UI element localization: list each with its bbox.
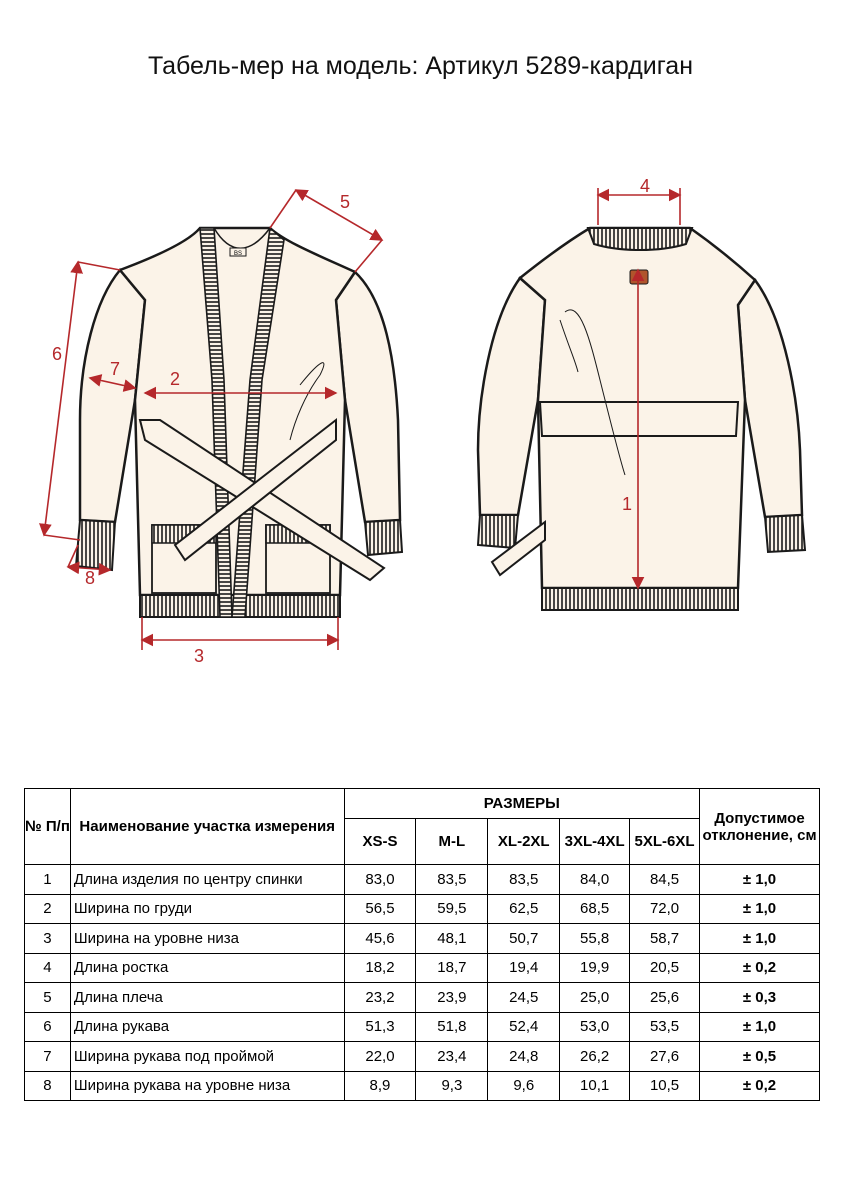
row-tolerance: ± 1,0 <box>700 924 820 954</box>
row-value: 24,5 <box>488 983 560 1013</box>
row-value: 10,5 <box>630 1071 700 1101</box>
row-value: 83,5 <box>416 865 488 895</box>
row-value: 84,0 <box>560 865 630 895</box>
row-value: 19,4 <box>488 953 560 983</box>
row-num: 1 <box>25 865 71 895</box>
row-value: 51,3 <box>344 1012 416 1042</box>
row-num: 5 <box>25 983 71 1013</box>
row-value: 23,9 <box>416 983 488 1013</box>
front-right-cuff <box>365 520 402 555</box>
row-tolerance: ± 0,5 <box>700 1042 820 1072</box>
header-name: Наименование участка измерения <box>70 789 344 865</box>
row-name: Длина плеча <box>70 983 344 1013</box>
row-num: 6 <box>25 1012 71 1042</box>
back-left-sleeve <box>478 278 545 515</box>
row-value: 56,5 <box>344 894 416 924</box>
row-value: 23,4 <box>416 1042 488 1072</box>
row-value: 25,6 <box>630 983 700 1013</box>
measure-label-5: 5 <box>340 192 351 212</box>
row-value: 45,6 <box>344 924 416 954</box>
front-left-cuff <box>76 520 115 570</box>
page-title: Табель-мер на модель: Артикул 5289-кардиган <box>147 52 694 80</box>
row-value: 25,0 <box>560 983 630 1013</box>
row-name: Ширина рукава под проймой <box>70 1042 344 1072</box>
row-value: 27,6 <box>630 1042 700 1072</box>
row-tolerance: ± 0,2 <box>700 1071 820 1101</box>
table-row <box>25 983 820 1013</box>
row-value: 48,1 <box>416 924 488 954</box>
row-value: 68,5 <box>560 894 630 924</box>
size-table <box>24 788 820 1101</box>
row-num: 2 <box>25 894 71 924</box>
back-collar <box>588 228 692 250</box>
row-value: 19,9 <box>560 953 630 983</box>
header-size: M-L <box>416 819 488 865</box>
measure-label-3: 3 <box>194 646 205 666</box>
row-name: Ширина рукава на уровне низа <box>70 1071 344 1101</box>
measure-label-1: 1 <box>622 494 633 514</box>
row-num: 3 <box>25 924 71 954</box>
row-value: 53,5 <box>630 1012 700 1042</box>
row-value: 58,7 <box>630 924 700 954</box>
row-value: 10,1 <box>560 1071 630 1101</box>
row-value: 62,5 <box>488 894 560 924</box>
row-value: 20,5 <box>630 953 700 983</box>
row-value: 53,0 <box>560 1012 630 1042</box>
header-num: № П/п <box>25 789 71 865</box>
row-value: 8,9 <box>344 1071 416 1101</box>
header-tolerance: Допустимое отклонение, см <box>700 789 820 865</box>
row-tolerance: ± 1,0 <box>700 894 820 924</box>
header-size: 3XL-4XL <box>560 819 630 865</box>
row-tolerance: ± 1,0 <box>700 1012 820 1042</box>
row-num: 4 <box>25 953 71 983</box>
header-size: XS-S <box>344 819 416 865</box>
row-value: 9,3 <box>416 1071 488 1101</box>
row-value: 55,8 <box>560 924 630 954</box>
row-value: 24,8 <box>488 1042 560 1072</box>
row-num: 8 <box>25 1071 71 1101</box>
header-size: 5XL-6XL <box>630 819 700 865</box>
back-view <box>478 228 805 610</box>
table-row <box>25 1012 820 1042</box>
row-value: 26,2 <box>560 1042 630 1072</box>
row-tolerance: ± 0,2 <box>700 953 820 983</box>
row-value: 59,5 <box>416 894 488 924</box>
back-belt <box>540 402 738 436</box>
row-value: 72,0 <box>630 894 700 924</box>
table-row <box>25 1071 820 1101</box>
row-value: 51,8 <box>416 1012 488 1042</box>
back-hem <box>542 588 738 610</box>
row-value: 84,5 <box>630 865 700 895</box>
table-row <box>25 924 820 954</box>
back-label-tag <box>630 270 648 284</box>
header-sizes: РАЗМЕРЫ <box>344 789 699 819</box>
row-value: 83,5 <box>488 865 560 895</box>
front-view <box>76 228 402 617</box>
table-row <box>25 894 820 924</box>
row-name: Длина рукава <box>70 1012 344 1042</box>
back-right-sleeve <box>738 280 802 517</box>
row-value: 18,7 <box>416 953 488 983</box>
table-row <box>25 953 820 983</box>
row-value: 23,2 <box>344 983 416 1013</box>
row-value: 9,6 <box>488 1071 560 1101</box>
row-value: 18,2 <box>344 953 416 983</box>
table-row <box>25 1042 820 1072</box>
row-name: Ширина по груди <box>70 894 344 924</box>
measure-label-4: 4 <box>640 176 651 196</box>
row-name: Длина ростка <box>70 953 344 983</box>
row-name: Ширина на уровне низа <box>70 924 344 954</box>
header-size: XL-2XL <box>488 819 560 865</box>
table-row <box>25 865 820 895</box>
measure-label-8: 8 <box>85 568 96 588</box>
measure-label-7: 7 <box>110 359 121 379</box>
row-name: Длина изделия по центру спинки <box>70 865 344 895</box>
row-num: 7 <box>25 1042 71 1072</box>
row-value: 50,7 <box>488 924 560 954</box>
measure-label-2: 2 <box>170 369 181 389</box>
back-right-cuff <box>765 515 805 552</box>
row-value: 83,0 <box>344 865 416 895</box>
row-tolerance: ± 1,0 <box>700 865 820 895</box>
measure-label-6: 6 <box>52 344 63 364</box>
row-value: 22,0 <box>344 1042 416 1072</box>
brand-tag: BS <box>233 251 243 257</box>
row-value: 52,4 <box>488 1012 560 1042</box>
back-left-cuff <box>478 515 518 548</box>
row-tolerance: ± 0,3 <box>700 983 820 1013</box>
